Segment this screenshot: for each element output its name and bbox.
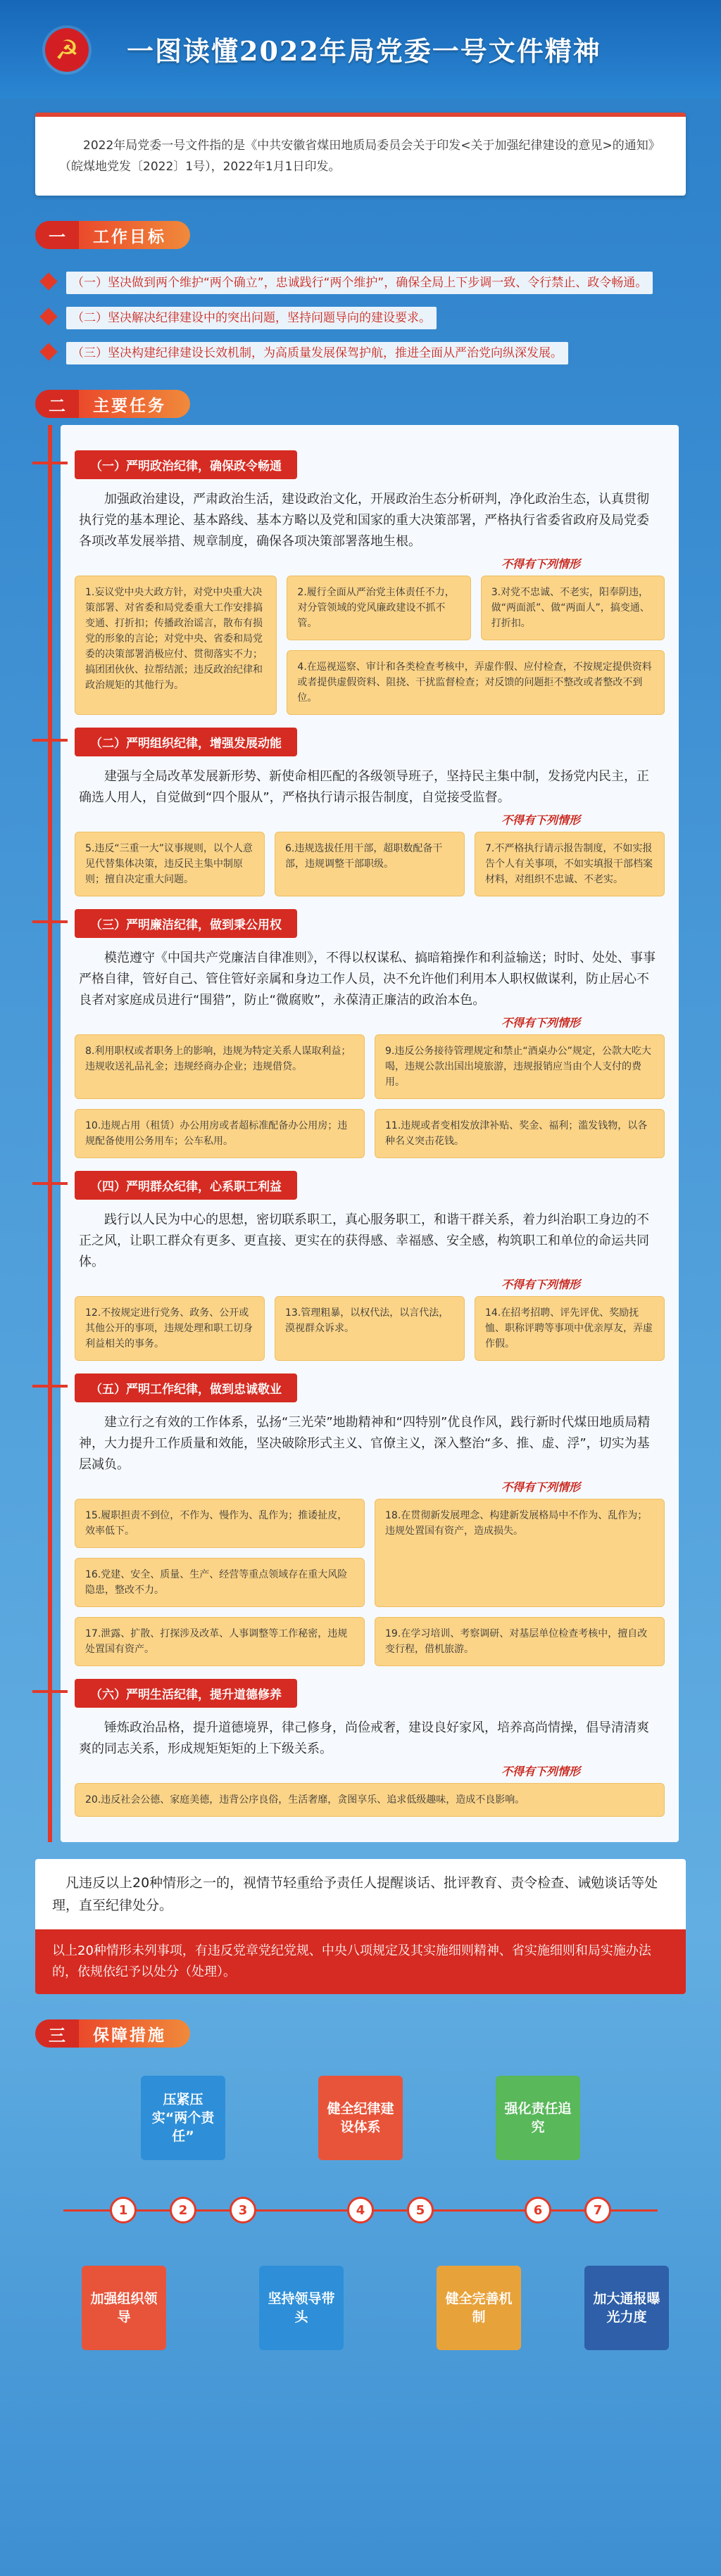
subsection-integrity bbox=[75, 909, 665, 938]
rule-card: 1.妄议党中央大政方针，对党中央重大决策部署、对省委和局党委重大工作安排搞变通、打折扣；传播政治谣言，散布有损党的形象的言论；对党中央、省委和局党委的决策部署消极应付、贯彻落实不力；搞团团伙伙、拉帮结派；违反政治纪律和政治规矩的其他行为。 bbox=[75, 576, 277, 715]
diamond-icon bbox=[39, 343, 57, 360]
section-number: 三 bbox=[35, 2019, 79, 2048]
rule-card: 4.在巡视巡察、审计和各类检查考核中，弄虚作假、应付检查，不按规定提供资料或者提供虚假资料、阻挠、干扰监督检查；对反馈的问题拒不整改或者整改不到位。 bbox=[287, 650, 665, 715]
rule-card: 6.违规选拔任用干部，超职数配备干部，违规调整干部职级。 bbox=[275, 832, 465, 896]
prohibited-stamp: 不得有下列情形 bbox=[501, 1765, 580, 1778]
timeline-line bbox=[48, 425, 52, 1842]
subsection-work bbox=[75, 1373, 665, 1402]
intro-text: 2022年局党委一号文件指的是《中共安徽省煤田地质局委员会关于印发<关于加强纪律建设的意见>的通知》（皖煤地党发〔2022〕1号），2022年1月1日印发。 bbox=[35, 113, 686, 196]
conclusion-top: 凡违反以上20种情形之一的，视情节轻重给予责任人提醒谈话、批评教育、责令检查、诫勉谈话等处理，直至纪律处分。 bbox=[52, 1875, 658, 1913]
tasks-panel bbox=[61, 425, 679, 1842]
section-label: 工作目标 bbox=[79, 221, 190, 249]
rule-card: 13.管理粗暴，以权代法，以言代法，漠视群众诉求。 bbox=[275, 1296, 465, 1361]
subsection-life bbox=[75, 1679, 665, 1708]
rule-card: 12.不按规定进行党务、政务、公开或其他公开的事项，违规处理和职工切身利益相关的事务。 bbox=[75, 1296, 265, 1361]
header bbox=[0, 0, 721, 99]
rule-card: 7.不严格执行请示报告制度，不如实报告个人有关事项，不如实填报干部档案材料，对组织不忠诚、不老实。 bbox=[475, 832, 665, 896]
rule-card: 16.党建、安全、质量、生产、经营等重点领域存在重大风险隐患，整改不力。 bbox=[75, 1558, 365, 1607]
card-grid bbox=[75, 1783, 665, 1817]
goal-text: （二）坚决解决纪律建设中的突出问题，坚持问题导向的建设要求。 bbox=[66, 307, 437, 329]
rule-card: 5.违反“三重一大”议事规则，以个人意见代替集体决策，违反民主集中制原则；擅自决定重大问题。 bbox=[75, 832, 265, 896]
rule-card: 14.在招考招聘、评先评优、奖励抚恤、职称评聘等事项中优亲厚友，弄虚作假。 bbox=[475, 1296, 665, 1361]
rule-card: 8.利用职权或者职务上的影响，违规为特定关系人谋取利益；违规收送礼品礼金；违规经商办企业；违规借贷。 bbox=[75, 1034, 365, 1099]
prohibited-stamp: 不得有下列情形 bbox=[501, 1278, 580, 1291]
card-grid bbox=[75, 1034, 665, 1158]
measure-box: 压紧压实“两个责任” bbox=[141, 2076, 225, 2160]
measures-diagram bbox=[35, 2055, 686, 2392]
subsection-title: （四）严明群众纪律，心系职工利益 bbox=[75, 1171, 297, 1200]
rule-card: 18.在贯彻新发展理念、构建新发展格局中不作为、乱作为；违规处置国有资产，造成损失。 bbox=[375, 1499, 665, 1607]
subsection-mass bbox=[75, 1171, 665, 1200]
measure-box: 健全纪律建设体系 bbox=[318, 2076, 403, 2160]
subsection-paragraph: 建强与全局改革发展新形势、新使命相匹配的各级领导班子，坚持民主集中制，发扬党内民主，正确选人用人，自觉做到“四个服从”，严格执行请示报告制度，自觉接受监督。 bbox=[79, 769, 649, 805]
step-number: 7 bbox=[584, 2197, 611, 2223]
diamond-icon bbox=[39, 307, 57, 325]
section-number: 二 bbox=[35, 390, 79, 418]
goal-item bbox=[35, 272, 686, 294]
card-grid bbox=[75, 576, 665, 715]
subsection-title: （五）严明工作纪律，做到忠诚敬业 bbox=[75, 1373, 297, 1402]
subsection-title: （一）严明政治纪律，确保政令畅通 bbox=[75, 450, 297, 479]
rule-card: 20.违反社会公德、家庭美德，违背公序良俗，生活奢靡，贪图享乐、追求低级趣味，造成不良影响。 bbox=[75, 1783, 665, 1817]
rule-card: 2.履行全面从严治党主体责任不力，对分管领域的党风廉政建设不抓不管。 bbox=[287, 576, 470, 640]
goal-item bbox=[35, 342, 686, 364]
step-number: 3 bbox=[230, 2197, 256, 2223]
step-number: 4 bbox=[347, 2197, 374, 2223]
step-number: 5 bbox=[407, 2197, 434, 2223]
rule-card: 15.履职担责不到位，不作为、慢作为、乱作为；推诿扯皮，效率低下。 bbox=[75, 1499, 365, 1548]
rule-card: 11.违规或者变相发放津补贴、奖金、福利；滥发钱物，以各种名义突击花钱。 bbox=[375, 1109, 665, 1158]
section-measures-header bbox=[0, 2012, 721, 2055]
prohibited-stamp: 不得有下列情形 bbox=[501, 813, 580, 827]
goal-text: （三）坚决构建纪律建设长效机制，为高质量发展保驾护航，推进全面从严治党向纵深发展。 bbox=[66, 342, 568, 364]
prohibited-stamp: 不得有下列情形 bbox=[501, 1480, 580, 1494]
tasks-wrap bbox=[35, 425, 686, 1842]
section-goals-header bbox=[0, 214, 721, 256]
step-number: 1 bbox=[110, 2197, 137, 2223]
subsection-paragraph: 建立行之有效的工作体系，弘扬“三光荣”地勘精神和“四特别”优良作风，践行新时代煤田地质局精神，大力提升工作质量和效能，坚决破除形式主义、官僚主义，深入整治“多、推、虚、浮”，切实为基层减负。 bbox=[79, 1415, 651, 1472]
rule-card: 3.对党不忠诚、不老实，阳奉阴违，做“两面派”、做“两面人”，搞变通、打折扣。 bbox=[481, 576, 665, 640]
section-number: 一 bbox=[35, 221, 79, 249]
subsection-paragraph: 加强政治建设，严肃政治生活，建设政治文化，开展政治生态分析研判，净化政治生态，认真贯彻执行党的基本理论、基本路线、基本方略以及党和国家的重大决策部署，严格执行省委省政府及局党委各项改革发展举措、规章制度，确保各项决策部署落地生根。 bbox=[79, 492, 649, 549]
card-grid bbox=[75, 1499, 665, 1666]
rule-card: 19.在学习培训、考察调研、对基层单位检查考核中，擅自改变行程，借机旅游。 bbox=[375, 1617, 665, 1666]
prohibited-stamp: 不得有下列情形 bbox=[501, 557, 580, 571]
subsection-paragraph: 模范遵守《中国共产党廉洁自律准则》，不得以权谋私、搞暗箱操作和利益输送；时时、处处、事事严格自律，管好自己、管住管好亲属和身边工作人员，决不允许他们利用本人职权做谋利，防止居心不良者对家庭成员进行“围猎”，防止“微腐败”，永葆清正廉洁的政治本色。 bbox=[79, 951, 656, 1008]
conclusion-bottom: 以上20种情形未列事项，有违反党章党纪党规、中央八项规定及其实施细则精神、省实施细则和局实施办法的，依规依纪予以处分（处理）。 bbox=[35, 1929, 686, 1994]
subsection-paragraph: 践行以人民为中心的思想，密切联系职工，真心服务职工，和谐干群关系，着力纠治职工身边的不正之风，让职工群众有更多、更直接、更实在的获得感、幸福感、安全感，构筑职工和单位的命运共同体。 bbox=[79, 1212, 649, 1269]
measure-box: 加强组织领导 bbox=[82, 2266, 166, 2350]
step-number: 2 bbox=[170, 2197, 196, 2223]
page-title: 一图读懂2022年局党委一号文件精神 bbox=[127, 35, 601, 67]
subsection-title: （六）严明生活纪律，提升道德修养 bbox=[75, 1679, 297, 1708]
rule-card: 17.泄露、扩散、打探涉及改革、人事调整等工作秘密，违规处置国有资产。 bbox=[75, 1617, 365, 1666]
card-grid bbox=[75, 1296, 665, 1361]
prohibited-stamp: 不得有下列情形 bbox=[501, 1016, 580, 1029]
section-tasks-header bbox=[0, 383, 721, 425]
diamond-icon bbox=[39, 272, 57, 290]
section-label: 主要任务 bbox=[79, 390, 190, 418]
goal-text: （一）坚决做到两个维护“两个确立”，忠诚践行“两个维护”，确保全局上下步调一致、令行禁止、政令畅通。 bbox=[66, 272, 653, 294]
subsection-political bbox=[75, 450, 665, 479]
goal-item bbox=[35, 307, 686, 329]
step-number: 6 bbox=[525, 2197, 551, 2223]
measure-box: 强化责任追究 bbox=[496, 2076, 580, 2160]
conclusion bbox=[35, 1859, 686, 1994]
goals-list bbox=[35, 256, 686, 364]
measure-box: 健全完善机制 bbox=[437, 2266, 521, 2350]
rule-card: 9.违反公务接待管理规定和禁止“酒桌办公”规定，公款大吃大喝，违规公款出国出境旅游，违规报销应当由个人支付的费用。 bbox=[375, 1034, 665, 1099]
subsection-paragraph: 锤炼政治品格，提升道德境界，律己修身，尚俭戒奢，建设良好家风，培养高尚情操，倡导清清爽爽的同志关系，形成规矩矩矩的上下级关系。 bbox=[79, 1720, 649, 1756]
subsection-title: （二）严明组织纪律，增强发展动能 bbox=[75, 728, 297, 756]
measure-box: 加大通报曝光力度 bbox=[584, 2266, 669, 2350]
party-emblem-icon: ☭ bbox=[45, 28, 89, 72]
measure-box: 坚持领导带头 bbox=[259, 2266, 344, 2350]
subsection-organizational bbox=[75, 728, 665, 756]
rule-card: 10.违规占用（租赁）办公用房或者超标准配备办公用房；违规配备使用公务用车；公车私用。 bbox=[75, 1109, 365, 1158]
section-label: 保障措施 bbox=[79, 2019, 190, 2048]
subsection-title: （三）严明廉洁纪律，做到秉公用权 bbox=[75, 909, 297, 938]
card-grid bbox=[75, 832, 665, 896]
